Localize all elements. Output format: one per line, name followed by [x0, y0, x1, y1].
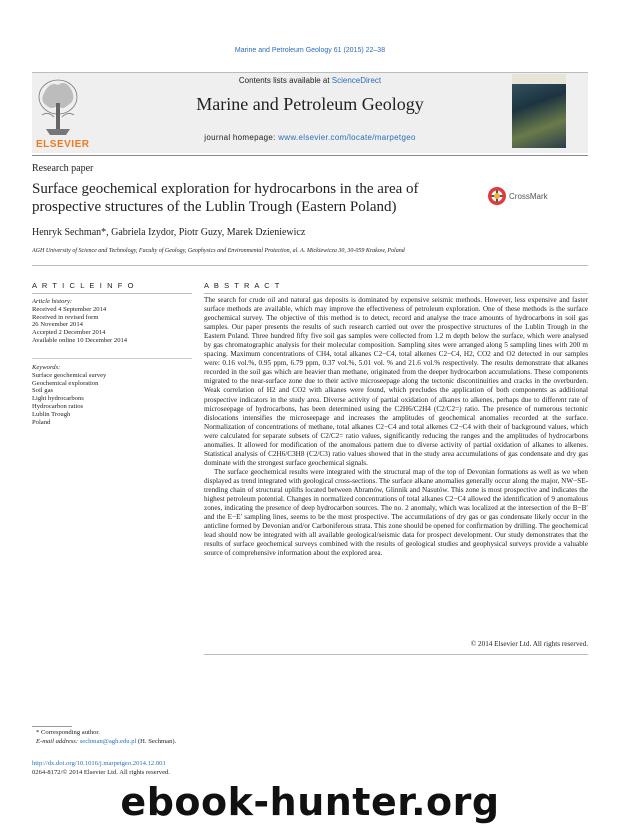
keyword: Soil gas — [32, 387, 54, 395]
history-item: Accepted 2 December 2014 — [32, 329, 106, 337]
abstract-bottom-divider — [204, 654, 588, 655]
homepage-prefix: journal homepage: — [204, 133, 279, 142]
footer-identifiers — [32, 760, 170, 777]
history-item: Available online 10 December 2014 — [32, 336, 128, 344]
corresponding-label: * Corresponding author. — [36, 729, 100, 736]
abstract-body — [204, 296, 588, 558]
abstract-paragraph: The search for crude oil and natural gas deposits is dominated by expensive seismic methods. However, less expensive and faster surface methods are available, which may improve the effectiveness of petroleum exploration. One of these methods is the surface geochemical survey. The objective of this method is to detect, record and analyse the trace amounts of hydrocarbons in soil gas samples. Our paper presents the results of such research carried out over the prospective structures of the Lublin Trough in the Eastern Poland. Three hundred fifty five soil gas samples were collected from 1.2 m depth below the surface, which were analysed by gas chromatographic analysis for their molecular composition. Sampling sites were arranged along 5 sampling lines with 200 m spacing. Maximum concentrations of CH4, total alkanes C2−C4, total alkenes C2−C4, H2, CO2 and O2 detected in our samples were: 0.16 vol.%, 0.95 ppm, 6.79 ppm, 0.37 vol.%, 5.01 vol. % and 21.6 vol.% respectively. The results demonstrate that alkanes recorded in the soil gas which are heavier than methane, originated from the deeper hydrocarbon accumulations. These components migrated to the near-surface zone due to their active microseepage along the tectonic discontinuities and cracks in the overburden. Weak correlation of H2 and CO2 with alkanes were found, which precludes the application of both components as additional prospective indicators in the study area. Diverse activity of partial oxidation of alkanes to alkenes, perhaps due to different rate of microseepage of hydrocarbons, has been determined using the C2H6/C2H4 (C2/C2=) ratio. The presence of numerous tectonic dislocations intensifies the microseepage and increases the amplitudes of geochemical anomalies recorded at the surface. Normalization of concentrations of methane, total alkanes C2−C4 and total alkenes C2−C4 with their of background values, which were calculated for separate subsets of C2/C2= ratio values, significantly reducing the ranges and the amplitudes of hydrocarbons anomalies. It allowed for modification of the anomalous pattern due to diverse activity of partial oxidation of alkanes to alkenes. Statistical analysis of C2H6/C3H8 (C2/C3) ratio values showed that in the study area accumulations of gas condensate and dry gas dominate with the strongest surface geochemical signals. — [204, 296, 588, 467]
homepage-link[interactable]: www.elsevier.com/locate/marpetgeo — [278, 133, 416, 142]
history-item: Received in revised form — [32, 313, 99, 321]
footnote-divider — [32, 726, 72, 727]
journal-title: Marine and Petroleum Geology — [196, 94, 424, 114]
header-divider — [32, 155, 588, 156]
abstract-paragraph: The surface geochemical results were integrated with the structural map of the top of Devonian formations as well as we when displayed as trend integrated with geological cross-sections. The surface alkane anomalies generally occur along the major, NW−SE-trending chain of structural uplifts located between Abramów, Glinnik and Nasutów. This zone is most prospective and indicates the highest petroleum potential. Changes in normalized concentrations of total alkanes C2−C4 allowed the identification of 9 anomalous zones, indicating the presence of deep hydrocarbon sources. The no. 2 anomaly, which was localized at the intersection of the B−B′ and the E−E′ sampling lines, seems to be the most prospective. The accumulations of dry gas or gas condensate likely occur in the anticline formed by Devonian and/or Carboniferous strata. This zone should be opened for confirmation by drilling. The geochemical lead should now be integrated with all available geological/seismic data for prospect development. Our study demonstrates that the results of surface geochemical surveys combined with the results of geological studies and geophysical surveys provide a valuable source of comprehensive information about the explored area. — [204, 467, 588, 558]
keyword: Surface geochemical survey — [32, 371, 107, 379]
heading-divider — [32, 265, 588, 266]
article-type: Research paper — [32, 163, 94, 174]
keyword: Geochemical exploration — [32, 379, 99, 387]
article-info-heading: A R T I C L E I N F O — [32, 281, 136, 290]
history-item: 26 November 2014 — [32, 321, 83, 329]
journal-reference[interactable]: Marine and Petroleum Geology 61 (2015) 22–38 — [234, 47, 386, 54]
paper-title: Surface geochemical exploration for hydrocarbons in the area of prospective structures of the Lublin Trough (Eastern Poland) — [32, 181, 419, 215]
keyword: Hydrocarbon ratios — [32, 402, 84, 410]
crossmark-label: CrossMark — [509, 192, 548, 201]
abstract-heading: A B S T R A C T — [204, 281, 281, 290]
article-info-divider — [32, 293, 192, 294]
history-item: Received 4 September 2014 — [32, 305, 107, 313]
email-label: E-mail address: — [36, 737, 80, 745]
author-list: Henryk Sechman*, Gabriela Izydor, Piotr Guzy, Marek Dzieniewicz — [32, 227, 306, 238]
doi-link[interactable]: http://dx.doi.org/10.1016/j.marpetgeo.2014.12.001 — [32, 760, 166, 767]
issn-line: 0264-8172/© 2014 Elsevier Ltd. All rights reserved. — [32, 768, 170, 776]
keywords-divider — [32, 358, 192, 359]
keywords-list — [32, 364, 192, 426]
journal-cover-image — [512, 74, 566, 148]
keyword: Lublin Trough — [32, 410, 71, 418]
email-line — [36, 738, 176, 747]
article-history — [32, 298, 192, 345]
author-affiliation: AGH University of Science and Technology, Faculty of Geology, Geophysics and Environmental Protection, al. A. Mickiewicza 30, 30-059 Krakow, Poland — [32, 248, 405, 254]
crossmark-badge[interactable] — [487, 186, 561, 206]
email-suffix: (H. Sechman). — [136, 737, 177, 745]
keyword: Light hydrocarbons — [32, 395, 84, 403]
email-link[interactable]: sechman@agh.edu.pl — [79, 737, 137, 745]
abstract-copyright: © 2014 Elsevier Ltd. All rights reserved. — [470, 640, 588, 648]
history-label: Article history: — [32, 298, 73, 305]
sciencedirect-link[interactable]: ScienceDirect — [331, 76, 382, 85]
journal-cover-band — [512, 74, 566, 84]
abstract-divider — [204, 293, 588, 294]
keyword: Poland — [32, 418, 51, 426]
contents-prefix: Contents lists available at — [238, 76, 332, 85]
watermark-text: ebook-hunter.org — [120, 780, 500, 824]
elsevier-wordmark: ELSEVIER — [36, 139, 90, 150]
corresponding-author-footnote — [36, 729, 176, 746]
keywords-label: Keywords: — [32, 364, 61, 371]
